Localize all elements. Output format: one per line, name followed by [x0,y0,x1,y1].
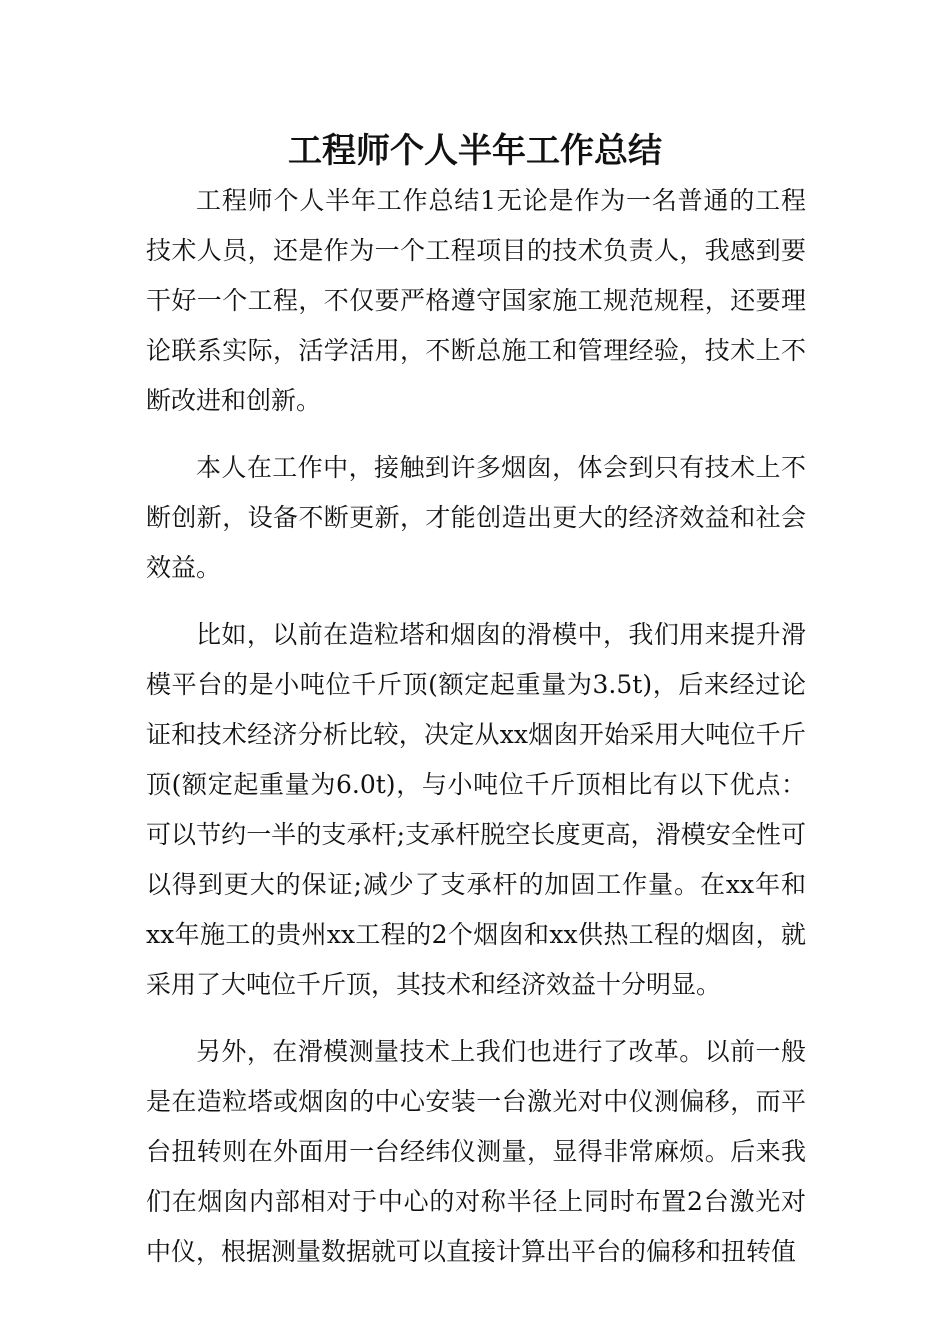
paragraph-3: 比如，以前在造粒塔和烟囱的滑模中，我们用来提升滑模平台的是小吨位千斤顶(额定起重量为3.5t)，后来经过论证和技术经济分析比较，决定从xx烟囱开始采用大吨位千斤顶(额定起重量为6.0t)，与小吨位千斤顶相比有以下优点：可以节约一半的支承杆;支承杆脱空长度更高，滑模安全性可以得到更大的保证;减少了支承杆的加固工作量。在xx年和xx年施工的贵州xx工程的2个烟囱和xx供热工程的烟囱，就采用了大吨位千斤顶，其技术和经济效益十分明显。 [146,620,806,999]
page-title: 工程师个人半年工作总结 [288,131,662,171]
document-body [146,176,806,1294]
paragraph-1: 工程师个人半年工作总结1无论是作为一名普通的工程技术人员，还是作为一个工程项目的技术负责人，我感到要干好一个工程，不仅要严格遵守国家施工规范规程，还要理论联系实际，活学活用，不断总施工和管理经验，技术上不断改进和创新。 [146,186,806,415]
paragraph-4: 另外，在滑模测量技术上我们也进行了改革。以前一般是在造粒塔或烟囱的中心安装一台激光对中仪测偏移，而平台扭转则在外面用一台经纬仪测量，显得非常麻烦。后来我们在烟囱内部相对于中心的对称半径上同时布置2台激光对中仪，根据测量数据就可以直接计算出平台的偏移和扭转值 [146,1037,806,1266]
paragraph-2: 本人在工作中，接触到许多烟囱，体会到只有技术上不断创新，设备不断更新，才能创造出更大的经济效益和社会效益。 [146,453,806,582]
